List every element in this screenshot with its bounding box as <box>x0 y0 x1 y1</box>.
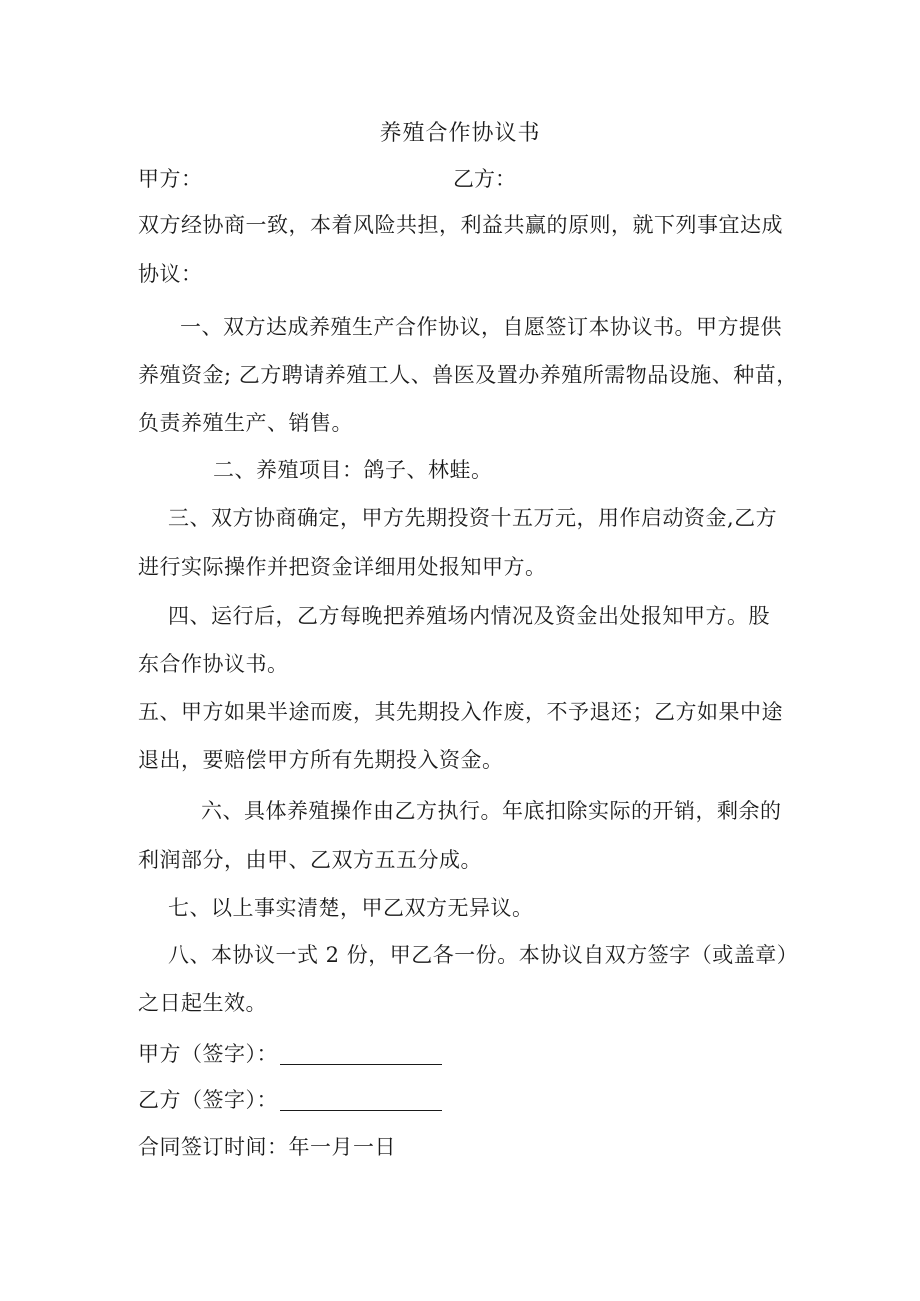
clause-2-line-1: 二、养殖项目：鸽子、林蛙。 <box>213 458 493 482</box>
clause-4-line-1: 四、运行后，乙方每晚把养殖场内情况及资金出处报知甲方。股 <box>168 604 770 628</box>
party-a-signature-line[interactable] <box>280 1044 442 1065</box>
signing-date: 合同签订时间：年一月一日 <box>138 1135 396 1159</box>
clause-7-line-1: 七、以上事实清楚，甲乙双方无异议。 <box>168 896 534 920</box>
clause-1-line-3: 负责养殖生产、销售。 <box>138 411 353 435</box>
clause-8-line-2: 之日起生效。 <box>138 991 267 1015</box>
clause-3-line-2: 进行实际操作并把资金详细用处报知甲方。 <box>138 555 547 579</box>
intro-line-1: 双方经协商一致，本着风险共担，利益共赢的原则，就下列事宜达成 <box>138 213 783 237</box>
clause-6-line-1: 六、具体养殖操作由乙方执行。年底扣除实际的开销，剩余的 <box>201 799 782 823</box>
party-b-signature-line[interactable] <box>280 1090 442 1111</box>
party-b-label: 乙方： <box>453 167 516 191</box>
party-a-signature-label: 甲方（签字）： <box>138 1042 278 1066</box>
document-title: 养殖合作协议书 <box>379 121 541 146</box>
clause-3-line-1: 三、双方协商确定，甲方先期投资十五万元，用作启动资金,乙方 <box>168 506 778 530</box>
party-a-signature-row <box>138 1040 442 1068</box>
clause-1-line-1: 一、双方达成养殖生产合作协议，自愿签订本协议书。甲方提供 <box>180 315 782 339</box>
party-b-signature-label: 乙方（签字）： <box>138 1088 278 1112</box>
party-b-signature-row <box>138 1086 442 1114</box>
clause-5-line-1: 五、甲方如果半途而废，其先期投入作废，不予退还；乙方如果中途 <box>138 700 783 724</box>
intro-line-2: 协议： <box>138 262 203 286</box>
clause-4-line-2: 东合作协议书。 <box>138 652 289 676</box>
clause-8-line-1: 八、本协议一式 2 份，甲乙各一份。本协议自双方签字（或盖章） <box>168 943 799 967</box>
party-a-label: 甲方： <box>138 167 203 191</box>
clause-6-line-2: 利润部分，由甲、乙双方五五分成。 <box>138 848 482 872</box>
clause-5-line-2: 退出，要赔偿甲方所有先期投入资金。 <box>138 748 504 772</box>
clause-1-line-2: 养殖资金; 乙方聘请养殖工人、兽医及置办养殖所需物品设施、种苗， <box>138 363 798 387</box>
